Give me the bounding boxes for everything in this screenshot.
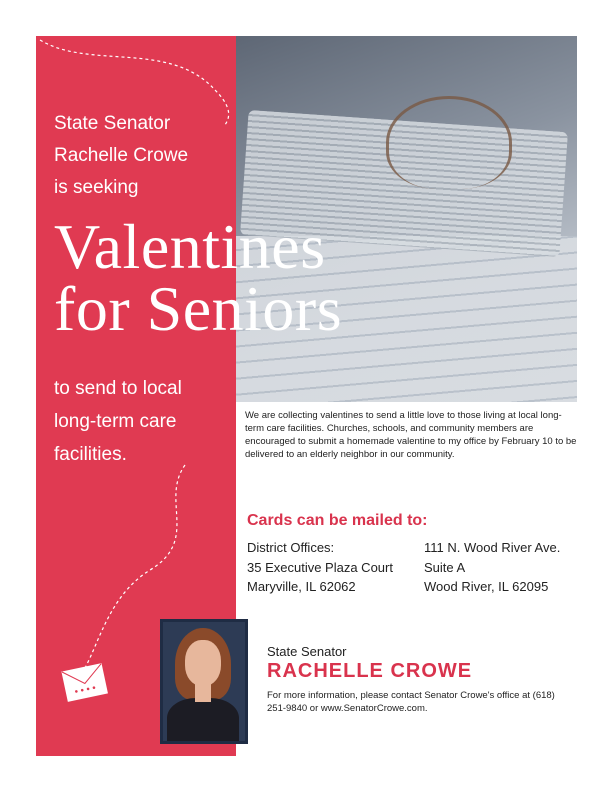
signature-title: State Senator bbox=[267, 644, 347, 659]
headshot-face bbox=[185, 640, 221, 686]
page-title bbox=[54, 211, 454, 344]
intro-text bbox=[54, 108, 234, 204]
headshot-photo bbox=[160, 619, 248, 744]
address-line: District Offices: bbox=[247, 540, 335, 555]
intro-line: is seeking bbox=[54, 177, 139, 198]
address-line: Suite A bbox=[424, 559, 466, 575]
signature-name: RACHELLE CROWE bbox=[267, 660, 473, 682]
address-line: Wood River, IL 62095 bbox=[424, 579, 549, 594]
address-block-left bbox=[247, 538, 422, 597]
subline-line: facilities. bbox=[54, 444, 127, 465]
photo-twine bbox=[386, 96, 512, 189]
subline-text bbox=[54, 372, 234, 471]
address-line: Maryville, IL 62062 bbox=[247, 579, 356, 594]
intro-line: Rachelle Crowe bbox=[54, 145, 189, 166]
headshot-body bbox=[167, 698, 239, 744]
address-line: 111 N. Wood River Ave. bbox=[424, 540, 561, 555]
address-block-right bbox=[424, 538, 584, 597]
headshot-neck bbox=[195, 684, 211, 702]
subline-line: long-term care bbox=[54, 411, 177, 432]
description-paragraph: We are collecting valentines to send a little love to those living at local long-term care facilities. Churches, schools, and community members are encouraged to submit a homemade valentine to my office by February 10 to be delivered to an elderly neighbor in our community. bbox=[245, 410, 577, 460]
address-line: 35 Executive Plaza Court bbox=[247, 559, 393, 575]
title-line: for Seniors bbox=[54, 273, 343, 344]
title-line: Valentines bbox=[54, 211, 326, 282]
subline-line: to send to local bbox=[54, 378, 182, 399]
intro-line: State Senator bbox=[54, 113, 171, 134]
contact-info: For more information, please contact Senator Crowe's office at (618) 251-9840 or www.SenatorCrowe.com. bbox=[267, 690, 555, 714]
mail-heading: Cards can be mailed to: bbox=[247, 512, 428, 529]
